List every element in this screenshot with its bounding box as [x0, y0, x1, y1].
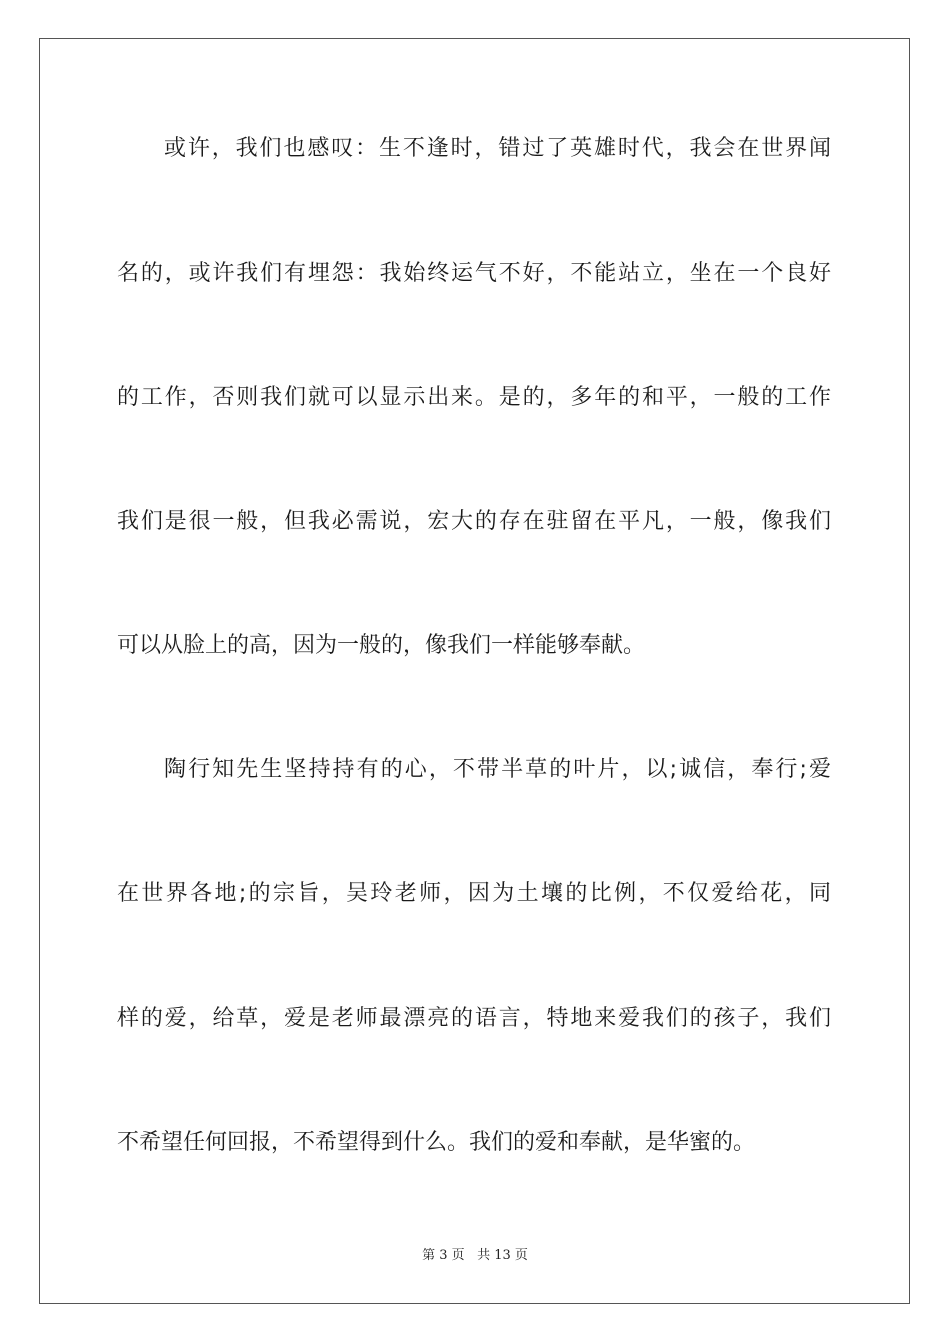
page-footer	[0, 1244, 950, 1263]
page-border	[39, 38, 910, 1304]
total-pages: 共 13 页	[477, 1248, 528, 1263]
paragraph-2-line-1: 陶行知先生坚持持有的心，不带半草的叶片，以;诚信，奉行;爱	[164, 757, 831, 782]
page-number: 第 3 页	[422, 1248, 465, 1263]
paragraph-2-line-2: 在世界各地;的宗旨，吴玲老师，因为土壤的比例，不仅爱给花，同	[117, 881, 831, 906]
paragraph-1-line-3: 的工作，否则我们就可以显示出来。是的，多年的和平，一般的工作	[117, 385, 831, 410]
paragraph-2-line-3: 样的爱，给草，爱是老师最漂亮的语言，特地来爱我们的孩子，我们	[117, 1006, 831, 1031]
paragraph-1-line-2: 名的，或许我们有埋怨：我始终运气不好，不能站立，坐在一个良好	[117, 261, 831, 286]
paragraph-1-line-5: 可以从脸上的高，因为一般的，像我们一样能够奉献。	[117, 633, 646, 658]
paragraph-1-line-1: 或许，我们也感叹：生不逢时，错过了英雄时代，我会在世界闻	[164, 136, 831, 161]
paragraph-2-line-4: 不希望任何回报，不希望得到什么。我们的爱和奉献，是华蜜的。	[117, 1130, 756, 1155]
paragraph-1-line-4: 我们是很一般，但我必需说，宏大的存在驻留在平凡，一般，像我们	[117, 509, 831, 534]
